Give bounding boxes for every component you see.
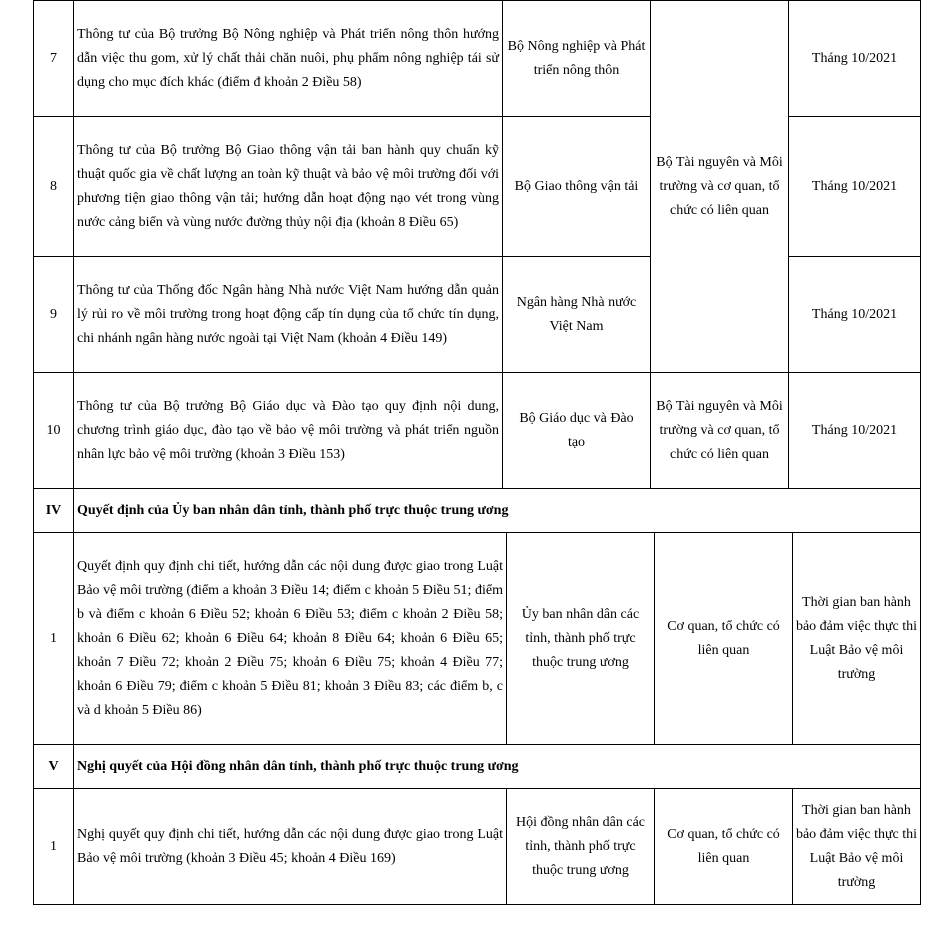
section-iv-row-1-stt: 1	[50, 630, 57, 646]
row-10-lead-agency: Bộ Giáo dục và Đào tạo	[519, 410, 634, 450]
section-v-row-1-stt: 1	[50, 838, 57, 854]
section-v-row-1-time: Thời gian ban hành bảo đảm việc thực thi Luật Bảo vệ môi trường	[795, 802, 918, 890]
row-8-stt: 8	[50, 178, 57, 194]
row-7-time: Tháng 10/2021	[811, 50, 898, 66]
row-9-time: Tháng 10/2021	[811, 306, 898, 322]
row-8-time: Tháng 10/2021	[811, 178, 898, 194]
row-7-stt: 7	[50, 50, 57, 66]
rows-7-9-cooperating-agency: Bộ Tài nguyên và Môi trường và cơ quan, tổ chức có liên quan	[656, 154, 783, 218]
section-v-row-1-cooperating-agency: Cơ quan, tổ chức có liên quan	[667, 826, 780, 866]
section-v-row-1-content: Nghị quyết quy định chi tiết, hướng dẫn các nội dung được giao trong Luật Bảo vệ môi trường (khoản 3 Điều 45; khoản 4 Điều 169)	[77, 826, 503, 866]
row-8-content: Thông tư của Bộ trưởng Bộ Giao thông vận tải ban hành quy chuẩn kỹ thuật quốc gia về chất lượng an toàn kỹ thuật và bảo vệ môi trường đối với phương tiện giao thông vận tải; hướng dẫn hoạt động nạo vét trong vùng nước cảng biển và vùng nước đường thủy nội địa (khoản 8 Điều 65)	[77, 142, 499, 230]
row-7-lead-agency: Bộ Nông nghiệp và Phát triển nông thôn	[507, 38, 646, 78]
row-10-content: Thông tư của Bộ trưởng Bộ Giáo dục và Đào tạo quy định nội dung, chương trình giáo dục, đào tạo về bảo vệ môi trường và phát triển nguồn nhân lực bảo vệ môi trường (khoản 3 Điều 153)	[77, 398, 499, 462]
row-10-stt: 10	[46, 422, 61, 438]
section-v-row-1-lead-agency: Hội đồng nhân dân các tỉnh, thành phố trực thuộc trung ương	[515, 814, 646, 878]
section-iv-row-1-cooperating-agency: Cơ quan, tổ chức có liên quan	[667, 618, 780, 658]
section-iv-row-1-content: Quyết định quy định chi tiết, hướng dẫn các nội dung được giao trong Luật Bảo vệ môi trường (điểm a khoản 3 Điều 14; điểm c khoản 5 Điều 51; điểm b và điểm c khoản 6 Điều 52; khoản 6 Điều 53; điểm c khoản 2 Điều 58; khoản 6 Điều 62; khoản 6 Điều 64; khoản 8 Điều 64; khoản 6 Điều 65; khoản 7 Điều 72; khoản 2 Điều 75; khoản 6 Điều 75; khoản 4 Điều 77; khoản 6 Điều 79; điểm c khoản 5 Điều 81; khoản 3 Điều 83; các điểm b, c và d khoản 5 Điều 86)	[77, 558, 503, 718]
row-9-stt: 9	[50, 306, 57, 322]
row-9-lead-agency: Ngân hàng Nhà nước Việt Nam	[516, 294, 637, 334]
section-iv-row-1-lead-agency: Ủy ban nhân dân các tỉnh, thành phố trực thuộc trung ương	[521, 606, 640, 670]
row-10-time: Tháng 10/2021	[811, 422, 898, 438]
row-10-cooperating-agency: Bộ Tài nguyên và Môi trường và cơ quan, tổ chức có liên quan	[656, 398, 783, 462]
section-v-title: Nghị quyết của Hội đồng nhân dân tỉnh, thành phố trực thuộc trung ương	[77, 758, 519, 774]
row-9-content: Thông tư của Thống đốc Ngân hàng Nhà nước Việt Nam hướng dẫn quản lý rủi ro về môi trường trong hoạt động cấp tín dụng của tổ chức tín dụng, chi nhánh ngân hàng nước ngoài tại Việt Nam (khoản 4 Điều 149)	[77, 282, 499, 346]
section-iv-row-1-time: Thời gian ban hành bảo đảm việc thực thi Luật Bảo vệ môi trường	[795, 594, 918, 682]
section-iv-title: Quyết định của Ủy ban nhân dân tỉnh, thành phố trực thuộc trung ương	[77, 502, 509, 518]
section-v-number: V	[48, 758, 59, 774]
section-iv-number: IV	[45, 502, 62, 518]
row-8-lead-agency: Bộ Giao thông vận tải	[514, 178, 639, 194]
row-7-content: Thông tư của Bộ trưởng Bộ Nông nghiệp và Phát triển nông thôn hướng dẫn việc thu gom, xử lý chất thải chăn nuôi, phụ phẩm nông nghiệp tái sử dụng cho mục đích khác (điểm đ khoản 2 Điều 58)	[77, 26, 499, 90]
